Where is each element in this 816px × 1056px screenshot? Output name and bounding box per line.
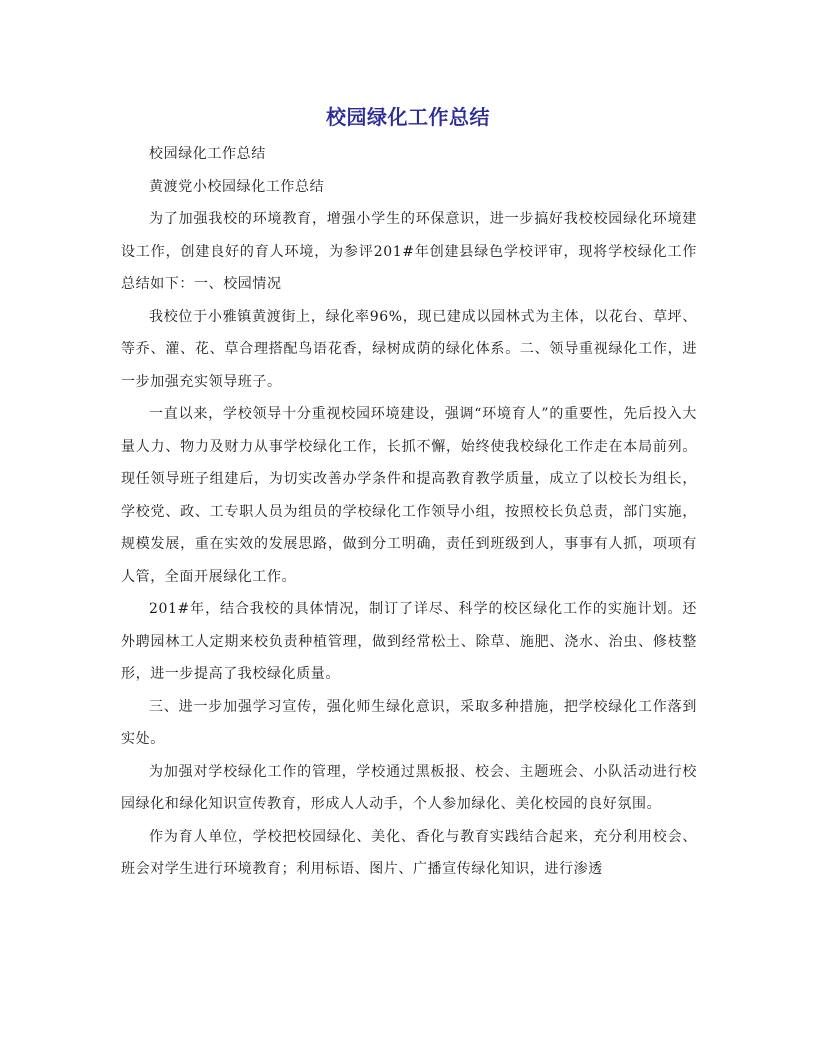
paragraph-section-three: 三、进一步加强学习宣传，强化师生绿化意识，采取多种措施，把学校绿化工作落到实处。 <box>121 698 697 747</box>
paragraph-plan: 201#年，结合我校的具体情况，制订了详尽、科学的校区绿化工作的实施计划。还外聘园林工人定期来校负责种植管理，做到经常松土、除草、施肥、浇水、治虫、修枝整形，进一步提高了我校绿化质量。 <box>121 601 697 682</box>
paragraph-campus-situation: 我校位于小雅镇黄渡街上，绿化率96%，现已建成以园林式为主体，以花台、草坪、等乔、灌、花、草合理搭配鸟语花香，绿树成荫的绿化体系。二、领导重视绿化工作，进一步加强充实领导班子。 <box>121 308 697 390</box>
paragraph-leadership: 一直以来，学校领导十分重视校园环境建设，强调“环境育人”的重要性，先后投入大量人力、物力及财力从事学校绿化工作，长抓不懈，始终使我校绿化工作走在本局前列。现任领导班子组建后，为切实改善办学条件和提高教育教学质量，成立了以校长为组长，学校党、政、工专职人员为组员的学校绿化工作领导小组，按照校长负总责，部门实施，规模发展，重在实效的发展思路，做到分工明确，责任到班级到人，事事有人抓，项项有人管，全面开展绿化工作。 <box>121 406 697 585</box>
paragraph-intro: 为了加强我校的环境教育，增强小学生的环保意识，进一步搞好我校校园绿化环境建设工作，创建良好的育人环境，为参评201#年创建县绿色学校评审，现将学校绿化工作总结如下：一、校园情况 <box>121 211 697 292</box>
document-body <box>121 138 697 886</box>
paragraph-management: 为加强对学校绿化工作的管理，学校通过黑板报、校会、主题班会、小队活动进行校园绿化和绿化知识宣传教育，形成人人动手，个人参加绿化、美化校园的良好氛围。 <box>121 763 697 812</box>
paragraph-education: 作为育人单位，学校把校园绿化、美化、香化与教育实践结合起来，充分利用校会、班会对学生进行环境教育；利用标语、图片、广播宣传绿化知识，进行渗透 <box>121 828 697 877</box>
paragraph-heading: 校园绿化工作总结 <box>149 146 266 162</box>
paragraph-subheading: 黄渡党小校园绿化工作总结 <box>149 178 325 195</box>
document-title: 校园绿化工作总结 <box>326 105 490 129</box>
